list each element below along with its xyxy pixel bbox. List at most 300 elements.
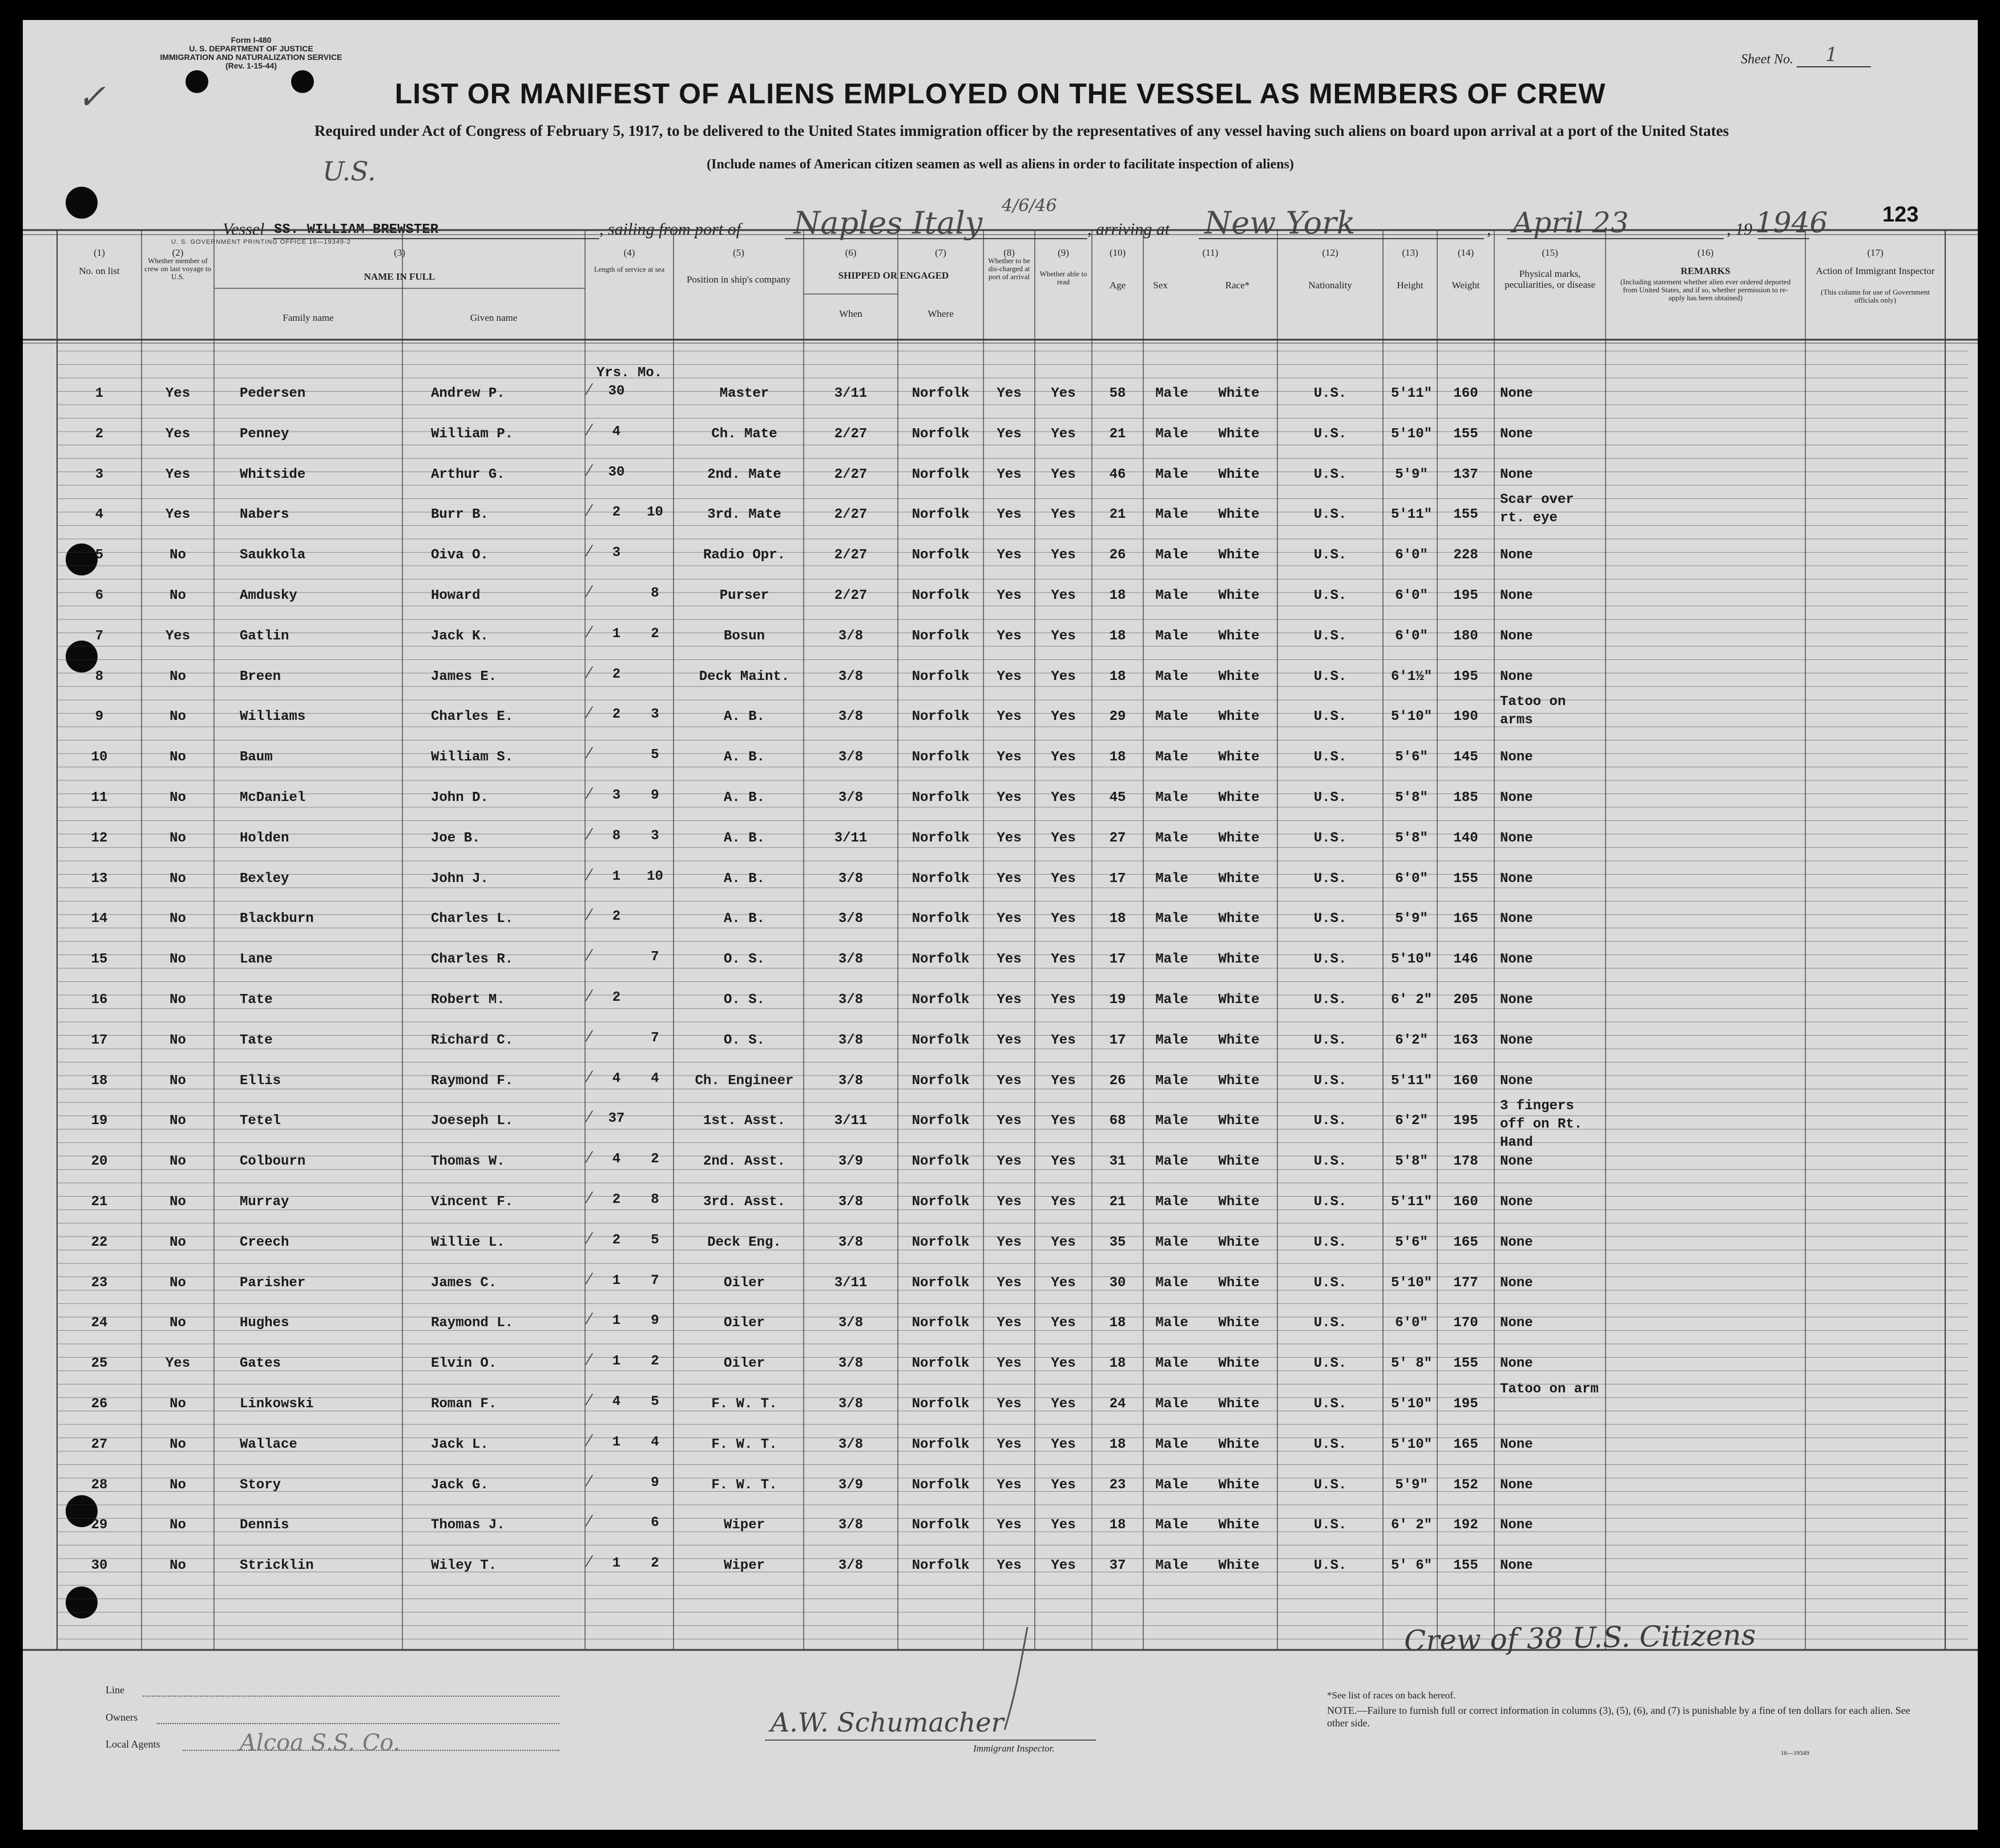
height: 6'2" (1395, 1032, 1428, 1048)
weight: 165 (1453, 1234, 1478, 1250)
given-name: John J. (431, 871, 489, 887)
position: 2nd. Mate (707, 466, 781, 482)
form-code: 16—19349 (1781, 1750, 1809, 1757)
family-name: Nabers (240, 507, 289, 523)
able-to-read: Yes (1051, 1194, 1076, 1210)
member-last-voyage: No (170, 750, 186, 766)
race: White (1218, 1558, 1260, 1574)
shipped-when: 3/8 (838, 669, 864, 685)
family-name: Gatlin (240, 628, 289, 644)
shipped-where: Norfolk (912, 871, 970, 887)
given-name: Charles R. (431, 952, 514, 968)
sex: Male (1155, 588, 1188, 603)
height: 5'10" (1390, 1436, 1432, 1452)
physical-marks: None (1500, 1194, 1533, 1210)
physical-marks: None (1500, 1275, 1533, 1291)
height: 5'11" (1390, 1073, 1432, 1089)
family-name: Colbourn (240, 1154, 306, 1170)
service-years: 30 (608, 384, 625, 399)
physical-marks: None (1500, 1356, 1533, 1372)
pen-tick-mark: ⁄ (588, 947, 591, 965)
able-to-read: Yes (1051, 386, 1076, 401)
member-last-voyage: No (170, 952, 186, 968)
race: White (1218, 1113, 1260, 1129)
race: White (1218, 426, 1260, 442)
shipped-where: Norfolk (912, 1517, 970, 1533)
shipped-when: 3/8 (838, 1194, 864, 1210)
pen-tick-mark: ⁄ (588, 1190, 591, 1207)
shipped-when: 3/8 (838, 992, 864, 1008)
physical-marks: None (1500, 952, 1533, 968)
service-months: 2 (651, 626, 659, 642)
sex: Male (1155, 992, 1188, 1008)
row-number: 5 (95, 547, 104, 563)
service-years: 4 (612, 424, 621, 440)
service-years: 37 (608, 1111, 625, 1127)
weight: 195 (1453, 1113, 1478, 1129)
able-to-read: Yes (1051, 871, 1076, 887)
service-months: 7 (651, 1030, 659, 1046)
given-name: Raymond F. (431, 1073, 514, 1089)
sex: Male (1155, 466, 1188, 482)
discharged: Yes (997, 1315, 1022, 1331)
weight: 190 (1453, 709, 1478, 725)
sex: Male (1155, 507, 1188, 523)
member-last-voyage: No (170, 1073, 186, 1089)
vessel-line: Vessel SS. WILLIAM BREWSTER , sailing from port of Naples Italy 4/6/46 , arriving at New York , April 23 , 19 1946 (223, 196, 1828, 241)
discharged: Yes (997, 386, 1022, 401)
age: 21 (1109, 1194, 1126, 1210)
family-name: McDaniel (240, 790, 306, 806)
service-years: 1 (612, 1273, 621, 1289)
discharged: Yes (997, 466, 1022, 482)
race: White (1218, 750, 1260, 766)
sex: Male (1155, 1436, 1188, 1452)
race: White (1218, 911, 1260, 927)
member-last-voyage: No (170, 1396, 186, 1412)
service-months: 5 (651, 1394, 659, 1410)
department-name: U. S. DEPARTMENT OF JUSTICE (189, 44, 313, 53)
family-name: Amdusky (240, 588, 297, 603)
position: A. B. (723, 830, 765, 846)
pen-tick-mark: ⁄ (588, 988, 591, 1005)
family-name: Linkowski (240, 1396, 314, 1412)
header-sex: Sex (1153, 280, 1168, 291)
sex: Male (1155, 871, 1188, 887)
service-years: 1 (612, 626, 621, 642)
shipped-when: 2/27 (834, 507, 868, 523)
shipped-where: Norfolk (912, 386, 970, 401)
row-number: 3 (95, 466, 104, 482)
sex: Male (1155, 750, 1188, 766)
pen-tick-mark: ⁄ (588, 1432, 591, 1450)
header-position: Position in ship's company (686, 274, 791, 285)
height: 5'11" (1390, 1194, 1432, 1210)
physical-marks: None (1500, 1315, 1533, 1331)
weight: 160 (1453, 386, 1478, 401)
physical-marks: None (1500, 830, 1533, 846)
inspector-label: Immigrant Inspector. (973, 1743, 1055, 1754)
age: 17 (1109, 871, 1126, 887)
race: White (1218, 1356, 1260, 1372)
service-years: 1 (612, 1354, 621, 1370)
able-to-read: Yes (1051, 1517, 1076, 1533)
race: White (1218, 466, 1260, 482)
given-name: Thomas W. (431, 1154, 505, 1170)
page-number: 123 (1882, 203, 1919, 227)
member-last-voyage: No (170, 588, 186, 603)
race: White (1218, 1154, 1260, 1170)
discharged: Yes (997, 1477, 1022, 1493)
age: 19 (1109, 992, 1126, 1008)
age: 23 (1109, 1477, 1126, 1493)
weight: 137 (1453, 466, 1478, 482)
physical-marks: Tatoo on arm (1500, 1382, 1599, 1397)
able-to-read: Yes (1051, 992, 1076, 1008)
shipped-where: Norfolk (912, 1477, 970, 1493)
height: 6'2" (1395, 1113, 1428, 1129)
service-months: 3 (651, 828, 659, 844)
header-where: Where (928, 308, 954, 319)
pen-tick-mark: ⁄ (588, 1392, 591, 1409)
shipped-where: Norfolk (912, 1315, 970, 1331)
column-number: (6) (845, 247, 857, 258)
service-months: 10 (647, 868, 663, 884)
pen-tick-mark: ⁄ (588, 623, 591, 641)
height: 5'10" (1390, 952, 1432, 968)
physical-marks: None (1500, 1477, 1533, 1493)
given-name: James E. (431, 669, 497, 685)
family-name: Baum (240, 750, 273, 766)
sex: Male (1155, 1073, 1188, 1089)
service-months: 9 (651, 1313, 659, 1329)
discharged: Yes (997, 1436, 1022, 1452)
weight: 195 (1453, 669, 1478, 685)
physical-marks: None (1500, 669, 1533, 685)
row-number: 17 (91, 1032, 108, 1048)
row-number: 24 (91, 1315, 108, 1331)
physical-marks: None (1500, 1154, 1533, 1170)
sailing-port: Naples Italy (793, 205, 983, 241)
pen-tick-mark: ⁄ (588, 786, 591, 803)
shipped-when: 3/9 (838, 1477, 864, 1493)
row-number: 4 (95, 507, 104, 523)
service-months: 7 (651, 949, 659, 965)
age: 26 (1109, 1073, 1126, 1089)
position: Oiler (723, 1315, 765, 1331)
discharged: Yes (997, 1517, 1022, 1533)
service-years: 1 (612, 1313, 621, 1329)
shipped-where: Norfolk (912, 952, 970, 968)
pen-tick-mark: ⁄ (588, 543, 591, 561)
position: Wiper (723, 1517, 765, 1533)
race: White (1218, 1477, 1260, 1493)
shipped-when: 3/8 (838, 1558, 864, 1574)
able-to-read: Yes (1051, 790, 1076, 806)
arriving-label: , arriving at (1087, 220, 1170, 239)
family-name: Penney (240, 426, 289, 442)
pen-tick-mark: ⁄ (588, 664, 591, 682)
arrival-date: April 23 (1513, 206, 1629, 239)
given-name: Willie L. (431, 1234, 505, 1250)
age: 29 (1109, 709, 1126, 725)
nationality: U.S. (1313, 952, 1347, 968)
height: 6'0" (1395, 871, 1428, 887)
service-months: 9 (651, 1475, 659, 1491)
able-to-read: Yes (1051, 1436, 1076, 1452)
age: 46 (1109, 466, 1126, 482)
service-years: 4 (612, 1070, 621, 1086)
pen-tick-mark: ⁄ (588, 502, 591, 520)
nationality: U.S. (1313, 1032, 1347, 1048)
service-years: 2 (612, 505, 621, 521)
header-action-of-inspector: Action of Immigrant Inspector (1816, 265, 1935, 276)
given-name: Roman F. (431, 1396, 497, 1412)
height: 6'0" (1395, 588, 1428, 603)
shipped-where: Norfolk (912, 911, 970, 927)
nationality: U.S. (1313, 911, 1347, 927)
family-name: Hughes (240, 1315, 289, 1331)
header-physical-marks: Physical marks, peculiarities, or disease (1504, 268, 1596, 290)
shipped-when: 3/11 (834, 1113, 868, 1129)
header-nationality: Nationality (1308, 280, 1352, 291)
header-action-note: (This column for use of Government officials only) (1821, 288, 1930, 304)
service-months: 5 (651, 1232, 659, 1248)
service-years: 2 (612, 1192, 621, 1207)
able-to-read: Yes (1051, 669, 1076, 685)
position: Deck Eng. (707, 1234, 781, 1250)
pen-tick-mark: ⁄ (588, 1270, 591, 1288)
row-number: 30 (91, 1558, 108, 1574)
discharged: Yes (997, 1558, 1022, 1574)
service-months: 7 (651, 1273, 659, 1289)
position: Wiper (723, 1558, 765, 1574)
races-note: *See list of races on back hereof. (1327, 1690, 1456, 1701)
row-number: 27 (91, 1436, 108, 1452)
column-number: (16) (1697, 247, 1714, 258)
race: White (1218, 628, 1260, 644)
discharged: Yes (997, 547, 1022, 563)
member-last-voyage: Yes (165, 426, 191, 442)
sex: Male (1155, 386, 1188, 401)
age: 26 (1109, 547, 1126, 563)
discharged: Yes (997, 1113, 1022, 1129)
family-name: Parisher (240, 1275, 306, 1291)
header-family-name: Family name (283, 312, 334, 323)
height: 5'9" (1395, 911, 1428, 927)
able-to-read: Yes (1051, 1396, 1076, 1412)
shipped-when: 3/8 (838, 1517, 864, 1533)
race: White (1218, 1436, 1260, 1452)
able-to-read: Yes (1051, 1356, 1076, 1372)
pen-tick-mark: ⁄ (588, 1513, 591, 1531)
age: 18 (1109, 1356, 1126, 1372)
discharged: Yes (997, 669, 1022, 685)
position: Ch. Engineer (695, 1073, 794, 1089)
height: 6' 2" (1390, 1517, 1432, 1533)
able-to-read: Yes (1051, 1558, 1076, 1574)
given-name: Richard C. (431, 1032, 514, 1048)
position: 3rd. Asst. (703, 1194, 786, 1210)
shipped-when: 3/11 (834, 1275, 868, 1291)
row-number: 13 (91, 871, 108, 887)
given-name: Vincent F. (431, 1194, 514, 1210)
row-number: 12 (91, 830, 108, 846)
column-number: (1) (94, 247, 105, 258)
shipped-where: Norfolk (912, 1436, 970, 1452)
shipped-where: Norfolk (912, 709, 970, 725)
column-number: (15) (1542, 247, 1558, 258)
physical-marks: None (1500, 386, 1533, 401)
family-name: Ellis (240, 1073, 281, 1089)
column-number: (14) (1457, 247, 1474, 258)
header-given-name: Given name (470, 312, 518, 323)
sex: Male (1155, 1154, 1188, 1170)
member-last-voyage: No (170, 871, 186, 887)
header-shipped-or-engaged: SHIPPED OR ENGAGED (838, 270, 949, 281)
position: Bosun (723, 628, 765, 644)
service-years: 3 (612, 788, 621, 803)
sailing-date: 4/6/46 (1002, 196, 1057, 216)
height: 5'11" (1390, 386, 1432, 401)
nationality: U.S. (1313, 1234, 1347, 1250)
given-name: Arthur G. (431, 466, 505, 482)
column-number: (11) (1202, 247, 1219, 258)
member-last-voyage: Yes (165, 628, 191, 644)
discharged: Yes (997, 830, 1022, 846)
shipped-when: 3/8 (838, 628, 864, 644)
row-number: 22 (91, 1234, 108, 1250)
given-name: Jack K. (431, 628, 489, 644)
physical-marks: None (1500, 1032, 1533, 1048)
member-last-voyage: No (170, 1517, 186, 1533)
pen-tick-mark: ⁄ (588, 1149, 591, 1167)
height: 6'1½" (1390, 669, 1432, 685)
service-years: 1 (612, 1556, 621, 1572)
pen-stroke (987, 1624, 1056, 1733)
yrs-mo-label: Yrs. Mo. (596, 365, 663, 381)
given-name: Howard (431, 588, 481, 603)
race: White (1218, 871, 1260, 887)
weight: 195 (1453, 1396, 1478, 1412)
age: 35 (1109, 1234, 1126, 1250)
line-label: Line (106, 1684, 124, 1696)
able-to-read: Yes (1051, 547, 1076, 563)
nationality: U.S. (1313, 1517, 1347, 1533)
family-name: Dennis (240, 1517, 289, 1533)
physical-marks: None (1500, 871, 1533, 887)
discharged: Yes (997, 911, 1022, 927)
row-number: 10 (91, 750, 108, 766)
race: White (1218, 1194, 1260, 1210)
owners-label: Owners (106, 1712, 138, 1723)
shipped-when: 3/8 (838, 1032, 864, 1048)
shipped-where: Norfolk (912, 588, 970, 603)
position: Master (719, 386, 769, 401)
service-years: 3 (612, 545, 621, 561)
shipped-when: 3/8 (838, 871, 864, 887)
pen-tick-mark: ⁄ (588, 1472, 591, 1490)
position: Ch. Mate (711, 426, 777, 442)
physical-marks: None (1500, 1234, 1533, 1250)
column-number: (10) (1109, 247, 1126, 258)
sex: Male (1155, 628, 1188, 644)
nationality: U.S. (1313, 1396, 1347, 1412)
age: 18 (1109, 1436, 1126, 1452)
weight: 155 (1453, 1558, 1478, 1574)
shipped-when: 2/27 (834, 588, 868, 603)
position: F. W. T. (711, 1436, 777, 1452)
sex: Male (1155, 830, 1188, 846)
sheet-number-value: 1 (1825, 43, 1838, 66)
printer-line: U. S. GOVERNMENT PRINTING OFFICE 16—19349-2 (171, 239, 351, 245)
row-number: 2 (95, 426, 104, 442)
shipped-where: Norfolk (912, 790, 970, 806)
physical-marks: Tatoo on arms (1500, 694, 1566, 728)
signature-line (765, 1740, 1096, 1741)
age: 17 (1109, 1032, 1126, 1048)
physical-marks: 3 fingers off on Rt. Hand (1500, 1098, 1583, 1151)
race: White (1218, 992, 1260, 1008)
service-years: 8 (612, 828, 621, 844)
row-number: 26 (91, 1396, 108, 1412)
nationality: U.S. (1313, 871, 1347, 887)
able-to-read: Yes (1051, 911, 1076, 927)
row-number: 9 (95, 709, 104, 725)
nationality: U.S. (1313, 830, 1347, 846)
height: 5'10" (1390, 1275, 1432, 1291)
sex: Male (1155, 709, 1188, 725)
position: Radio Opr. (703, 547, 786, 563)
position: O. S. (723, 952, 765, 968)
discharged: Yes (997, 750, 1022, 766)
column-number: (9) (1058, 247, 1069, 258)
header-remarks: REMARKS (1680, 265, 1731, 276)
able-to-read: Yes (1051, 426, 1076, 442)
age: 24 (1109, 1396, 1126, 1412)
column-number: (4) (623, 247, 635, 258)
shipped-where: Norfolk (912, 547, 970, 563)
position: Oiler (723, 1356, 765, 1372)
shipped-when: 3/8 (838, 750, 864, 766)
height: 6'0" (1395, 547, 1428, 563)
given-name: William P. (431, 426, 514, 442)
race: White (1218, 709, 1260, 725)
sex: Male (1155, 952, 1188, 968)
nationality: U.S. (1313, 1356, 1347, 1372)
column-number: (13) (1402, 247, 1418, 258)
age: 21 (1109, 507, 1126, 523)
physical-marks: None (1500, 750, 1533, 766)
service-months: 8 (651, 586, 659, 601)
line-blank (143, 1696, 559, 1697)
shipped-where: Norfolk (912, 669, 970, 685)
column-number: (7) (935, 247, 946, 258)
sex: Male (1155, 1356, 1188, 1372)
vessel-label: Vessel (223, 220, 265, 239)
service-years: 2 (612, 1232, 621, 1248)
given-name: Andrew P. (431, 386, 505, 401)
family-name: Lane (240, 952, 273, 968)
given-name: Raymond L. (431, 1315, 514, 1331)
race: White (1218, 1396, 1260, 1412)
shipped-where: Norfolk (912, 1234, 970, 1250)
arrival-port: New York (1204, 205, 1356, 241)
shipped-where: Norfolk (912, 1154, 970, 1170)
given-name: Joeseph L. (431, 1113, 514, 1129)
row-number: 20 (91, 1154, 108, 1170)
weight: 152 (1453, 1477, 1478, 1493)
